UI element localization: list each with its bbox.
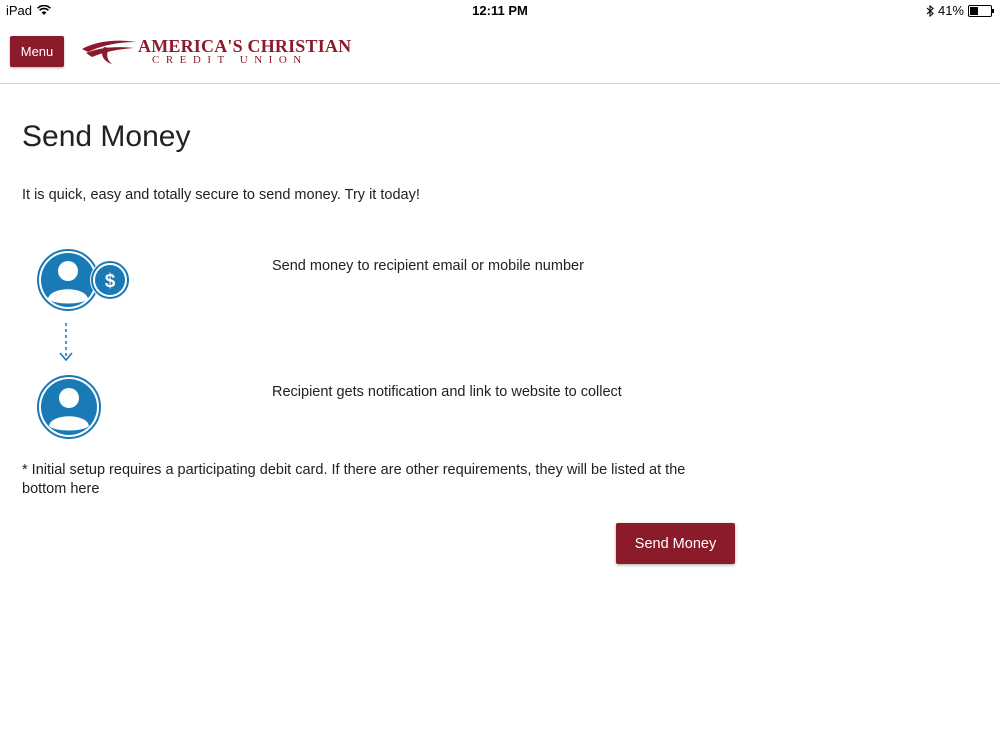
battery-percent: 41% [937, 3, 964, 18]
battery-fill [970, 7, 978, 15]
page-title: Send Money [22, 120, 191, 153]
send-money-button[interactable]: Send Money [616, 523, 735, 564]
svg-text:$: $ [104, 271, 116, 292]
device-label: iPad [6, 3, 33, 18]
intro-text: It is quick, easy and totally secure to send money. Try it today! [22, 187, 420, 203]
battery-icon [968, 5, 992, 17]
logo-name-line2: CREDIT UNION [152, 54, 308, 66]
step-2-text: Recipient gets notification and link to website to collect [272, 384, 622, 400]
menu-button[interactable]: Menu [10, 36, 64, 67]
bluetooth-icon [926, 5, 934, 17]
app-header [0, 24, 1000, 84]
requirements-note: * Initial setup requires a participating debit card. If there are other requirements, they will be listed at the bottom here [22, 462, 686, 497]
logo[interactable] [78, 36, 352, 68]
logo-name-line1: AMERICA'S CHRISTIAN [138, 36, 352, 56]
user-icon [36, 374, 102, 440]
step-1-text: Send money to recipient email or mobile number [272, 258, 584, 274]
status-time: 12:11 PM [472, 3, 528, 18]
status-right [926, 3, 992, 18]
logo-swoosh-icon [78, 37, 140, 67]
user-dollar-icon [36, 248, 132, 312]
status-bar [0, 0, 1000, 22]
arrow-down-icon [58, 322, 74, 364]
